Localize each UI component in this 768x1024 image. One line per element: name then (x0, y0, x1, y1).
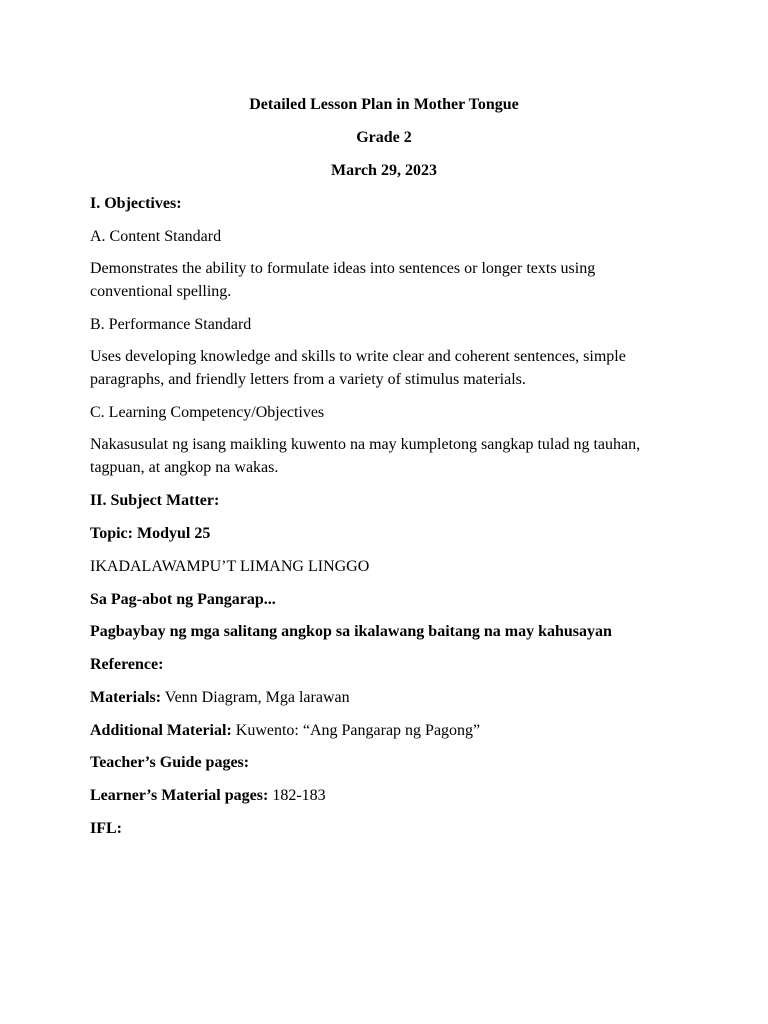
additional-material-value: Kuwento: “Ang Pangarap ng Pagong” (235, 722, 481, 739)
materials-label: Materials: (90, 689, 162, 706)
objectives-heading: I. Objectives: (90, 195, 182, 212)
additional-material-label: Additional Material: (90, 722, 232, 739)
lesson-subtitle: Pagbaybay ng mga salitang angkop sa ikalawang baitang na may kahusayan (90, 623, 612, 640)
competency-text: Nakasusulat ng isang maikling kuwento na may kumpletong sangkap tulad ng tauhan, tagpuan, at angkop na wakas. (90, 436, 641, 476)
teacher-guide-label: Teacher’s Guide pages: (90, 754, 250, 771)
ifl-label: IFL: (90, 820, 122, 837)
lesson-title: Sa Pag-abot ng Pangarap... (90, 591, 276, 608)
performance-standard-text: Uses developing knowledge and skills to write clear and coherent sentences, simple paragraphs, and friendly letters from a variety of stimulus materials. (90, 348, 626, 388)
week-line: IKADALAWAMPU’T LIMANG LINGGO (90, 558, 370, 575)
performance-standard-label: B. Performance Standard (90, 316, 252, 333)
lesson-date: March 29, 2023 (331, 162, 437, 179)
learner-material-label: Learner’s Material pages: (90, 787, 269, 804)
materials-value: Venn Diagram, Mga larawan (164, 689, 350, 706)
content-standard-label: A. Content Standard (90, 228, 222, 245)
competency-label: C. Learning Competency/Objectives (90, 404, 325, 421)
topic-line: Topic: Modyul 25 (90, 525, 211, 542)
content-standard-text: Demonstrates the ability to formulate ideas into sentences or longer texts using conventional spelling. (90, 260, 596, 300)
learner-material-value: 182-183 (272, 787, 326, 804)
grade-level: Grade 2 (356, 129, 412, 146)
document-title: Detailed Lesson Plan in Mother Tongue (249, 96, 519, 113)
subject-matter-heading: II. Subject Matter: (90, 492, 220, 509)
reference-label: Reference: (90, 656, 164, 673)
learner-material-line (90, 784, 690, 807)
additional-material-line (90, 719, 690, 742)
materials-line (90, 686, 690, 709)
